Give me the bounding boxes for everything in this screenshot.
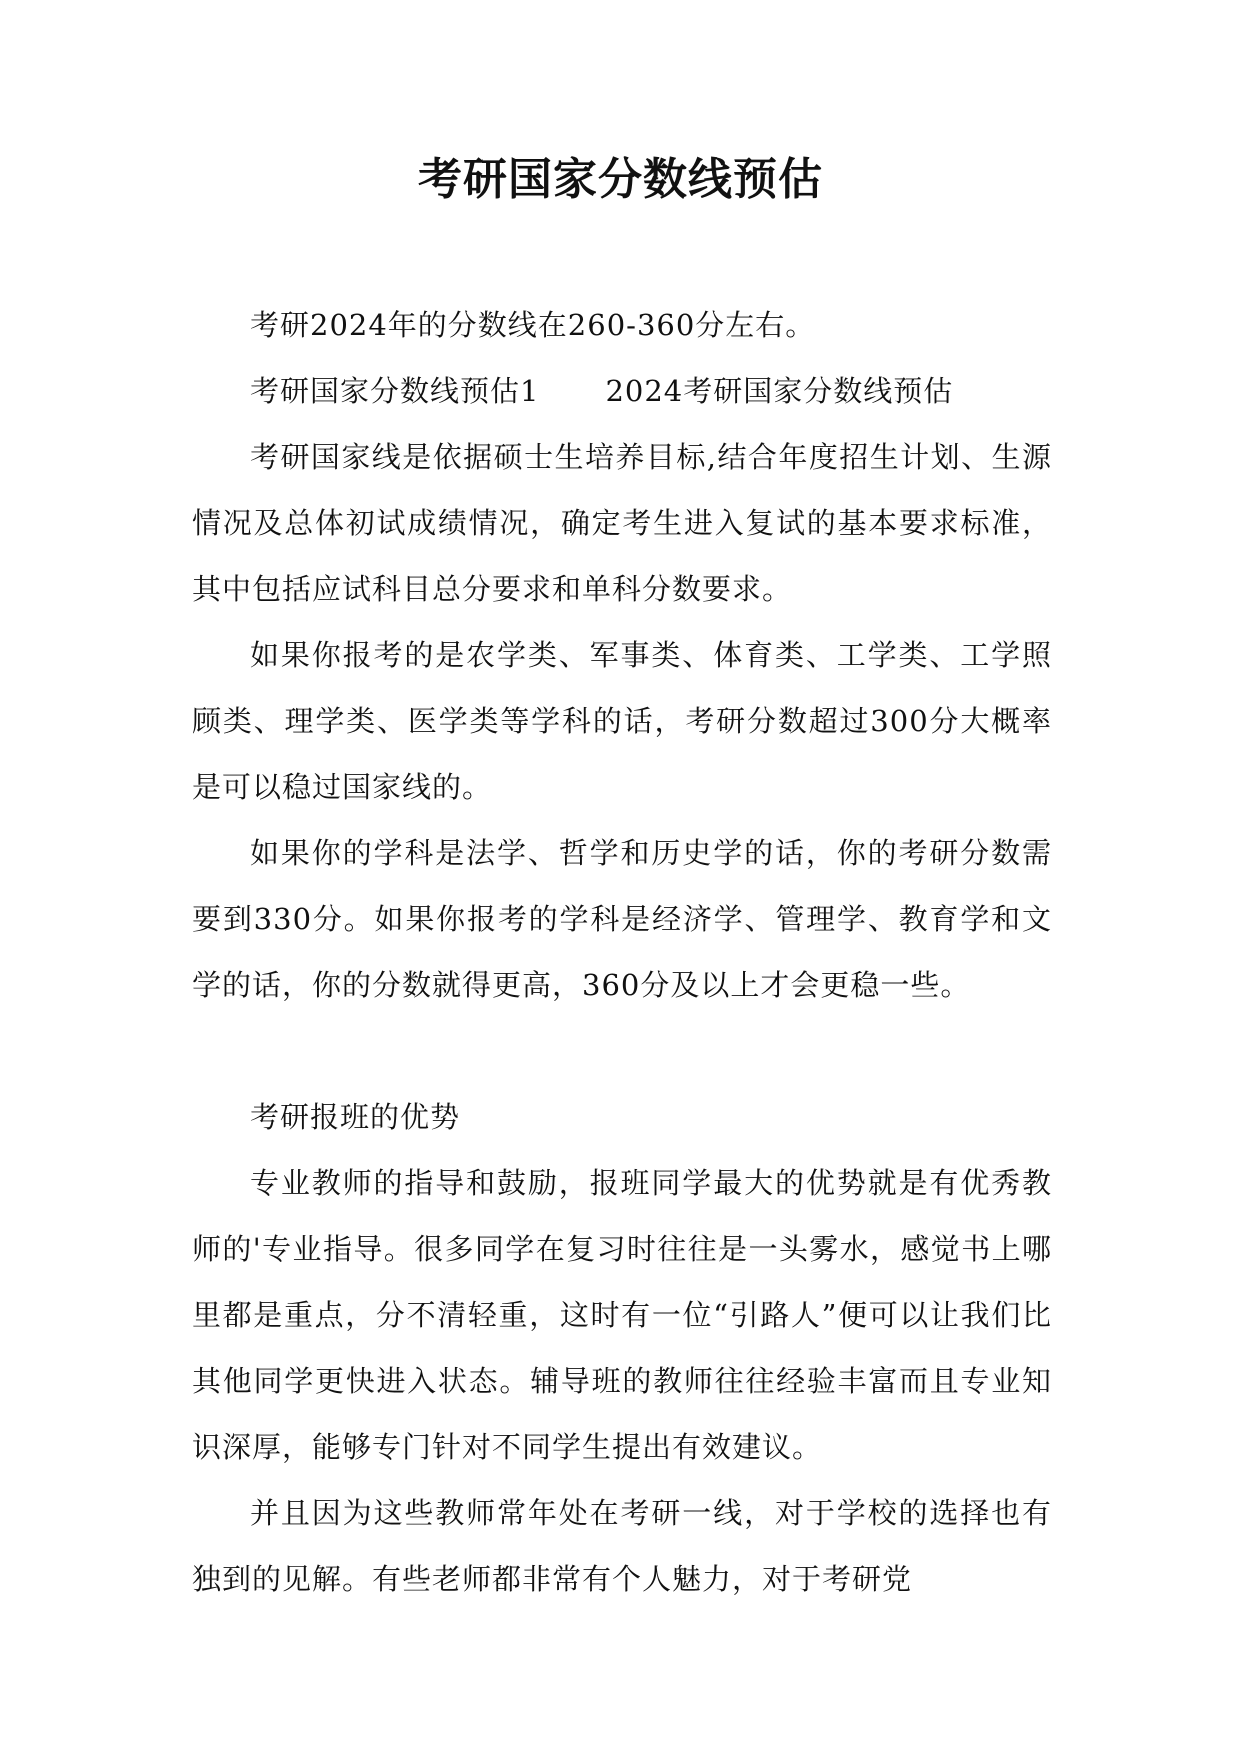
- document-title: 考研国家分数线预估: [418, 154, 823, 205]
- subheading-line: [192, 358, 1052, 424]
- section-heading: 考研报班的优势: [250, 1100, 461, 1134]
- subheading-right: 2024考研国家分数线预估: [605, 374, 954, 408]
- paragraph-score-range: 考研2024年的分数线在260-360分左右。: [250, 308, 816, 342]
- subheading-left: 考研国家分数线预估1: [250, 374, 540, 408]
- document-body: [192, 292, 1052, 1612]
- section-gap: [192, 1018, 1052, 1084]
- paragraph-teacher-experience: 并且因为这些教师常年处在考研一线，对于学校的选择也有独到的见解。有些老师都非常有个人魅力，对于考研党: [192, 1496, 1052, 1596]
- paragraph-definition: 考研国家线是依据硕士生培养目标,结合年度招生计划、生源情况及总体初试成绩情况，确定考生进入复试的基本要求标准，其中包括应试科目总分要求和单科分数要求。: [192, 440, 1052, 606]
- paragraph-agriculture-engineering: 如果你报考的是农学类、军事类、体育类、工学类、工学照顾类、理学类、医学类等学科的话，考研分数超过300分大概率是可以稳过国家线的。: [192, 638, 1052, 804]
- paragraph-law-economics: 如果你的学科是法学、哲学和历史学的话，你的考研分数需要到330分。如果你报考的学科是经济学、管理学、教育学和文学的话，你的分数就得更高，360分及以上才会更稳一些。: [192, 836, 1052, 1002]
- paragraph-teacher-guidance: 专业教师的指导和鼓励，报班同学最大的优势就是有优秀教师的'专业指导。很多同学在复习时往往是一头雾水，感觉书上哪里都是重点，分不清轻重，这时有一位“引路人”便可以让我们比其他同学更快进入状态。辅导班的教师往往经验丰富而且专业知识深厚，能够专门针对不同学生提出有效建议。: [192, 1166, 1052, 1464]
